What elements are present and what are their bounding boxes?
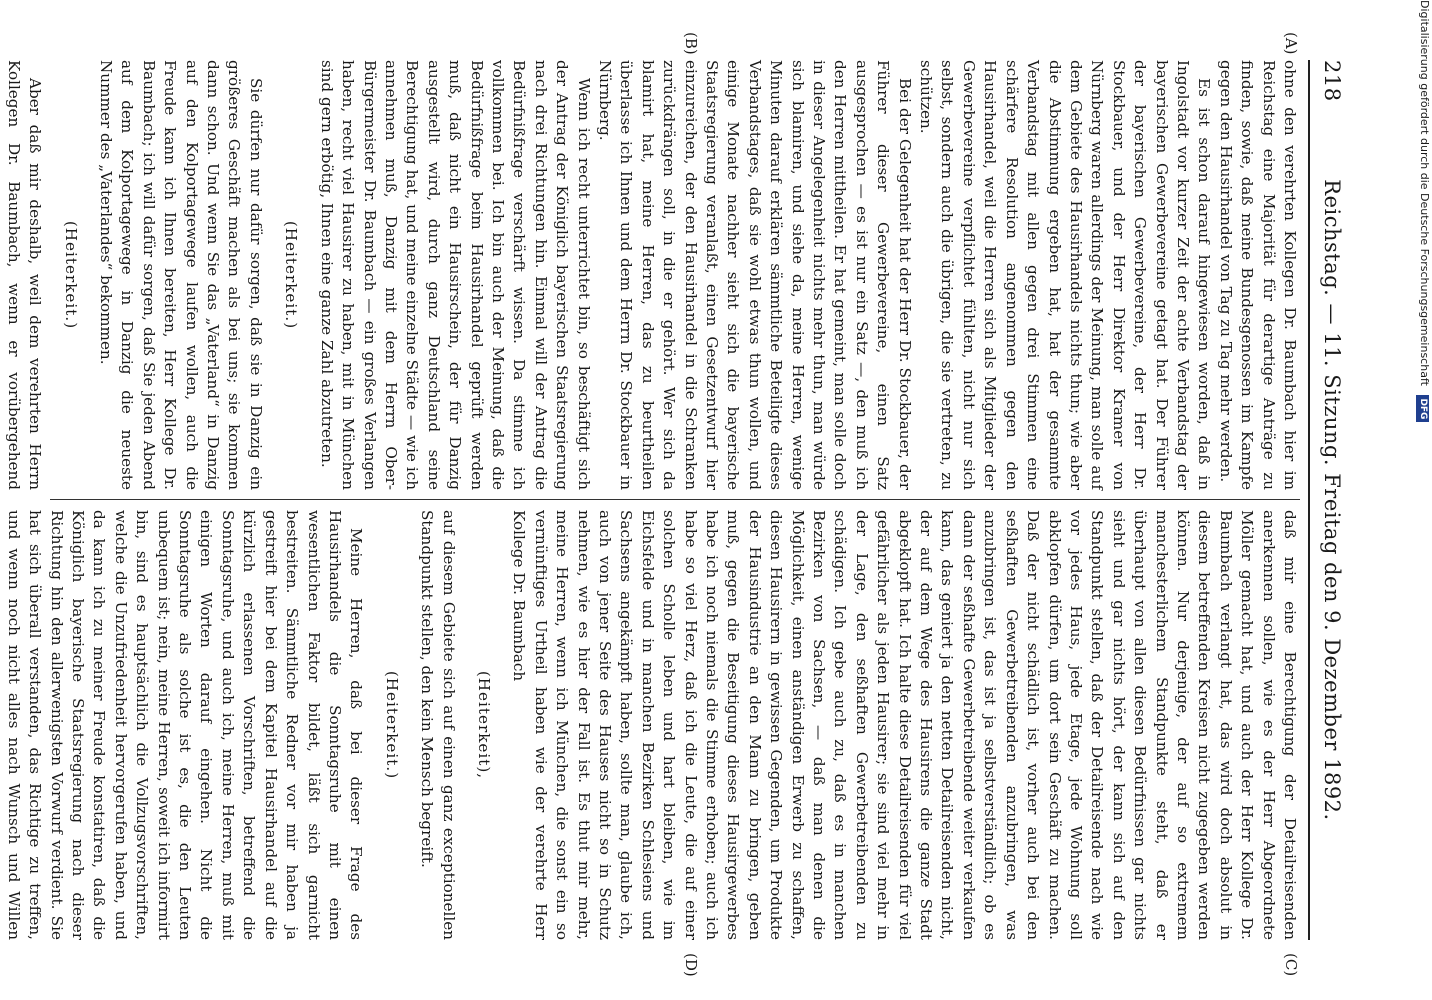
- margin-marker-a: (A): [1282, 32, 1300, 55]
- margin-marker-d: (D): [682, 953, 700, 977]
- paragraph: Sie dürfen nur dafür sorgen, daß sie in Danzig ein größeres Geschäft machen als bei uns; sie kommen dann schon. Und wenn Sie das „Vaterland“ in Danzig auf den Kolportagewege laufen wollen, auch die Freude kann ich Ihnen bereiten, Herr Kollege Dr. Baumbach; ich will dafür sorgen, daß Sie jeden Abend auf dem Kolportagewege in Danzig die neueste Nummer des „Vaterlandes“ bekommen.: [97, 60, 265, 490]
- digitization-credit-strip: [1416, 0, 1432, 1000]
- running-title: Reichstag. — 11. Sitzung. Freitag den 9. Dezember 1892.: [1320, 179, 1344, 821]
- margin-marker-c: (C): [1282, 953, 1300, 977]
- stage-direction: (Heiterkeit.): [61, 220, 80, 330]
- digitization-credit: Digitalisierung gefördert durch die Deutsche Forschungsgemeinschaft: [1418, 0, 1431, 386]
- paragraph: Es ist schon darauf hingewiesen worden, daß in Ingolstadt vor kurzer Zeit der achte Verbandstag der bayerischen Gewerbevereine getagt hat. Der Führer der bayerischen Gewerbevereine, der Herr Dr. Stockbauer, und der Herr Direktor Kramer von Nürnberg waren allerdings der Meinung, man solle auf dem Gebiete des Hausirhandels nichts thun; wie aber die Abstimmung ergeben hat, hat der gesammte Verbandstag mit allen gegen drei Stimmen eine schärfere Resolution angenommen gegen den Hausirhandel, weil die Herren sich als Mitglieder der Gewerbevereine verpflichtet fühlten, nicht nur sich selbst, sondern auch die übrigen, die sie vertreten, zu schützen.: [917, 60, 1214, 490]
- stage-direction: (Heiterkeit),: [474, 670, 493, 780]
- left-column: [4, 60, 1300, 490]
- stage-direction: (Heiterkeit.): [282, 220, 301, 330]
- page-number: 218: [1320, 60, 1344, 102]
- margin-marker-b: (B): [682, 32, 700, 55]
- dfg-logo: DFG: [1416, 395, 1429, 422]
- running-header: [1308, 60, 1350, 940]
- paragraph: auf diesem Gebiete sich auf einen ganz exceptionellen Standpunkt stellen, den kein Mensch begreift.: [418, 510, 458, 940]
- paragraph: ohne den verehrten Kollegen Dr. Baumbach hier im Reichstag eine Majorität für derartige Anträge zu finden, sowie, daß meine Bundesgenossen im Kampfe gegen den Hausirhandel von Tag zu Tag mehr werden.: [1216, 60, 1299, 490]
- column-divider: [50, 499, 1300, 500]
- paragraph: Bei der Gelegenheit hat der Herr Dr. Stockbauer, der Führer dieser Gewerbevereine, einen Satz ausgesprochen — es ist nur ein Satz —, den muß ich den Herren mittheilen. Er hat gemeint, man solle doch in dieser Angelegenheit nichts mehr thun, man würde sich blamiren, und siehe da, meine Herren, wenige Minuten darauf erklären sämmtliche Beteiligte dieses Verbandstages, daß sie wohl etwas thun wollen, und einige Monate nachher sieht sich die bayerische Staatsregierung veranlaßt, einen Gesetzentwurf hier einzureichen, der den Hausirhandel in die Schranken zurückdrängen soll, in die er gehört. Wer sich da blamirt hat, meine Herren, das zu beurtheilen überlasse ich Ihnen und dem Herrn Dr. Stockbauer in Nürnberg.: [596, 60, 914, 490]
- paragraph: Aber daß mir deshalb, weil dem verehrten Herrn Kollegen Dr. Baumbach, wenn er vorübergehend: [4, 60, 45, 490]
- paragraph: Meine Herren, daß bei dieser Frage des Hausirhandels die Sonntagsruhe mit einen wesentlichen Faktor bildet, läßt sich garnicht bestreiten. Sämmtliche Redner vor mir haben ja gestreift hier bei dem Kapitel Hausirhandel auf die kürzlich erlassenen Vorschriften, betreffend die Sonntagsruhe, und auch ich, meine Herren, muß mit einigen Worten darauf eingehen. Nicht die Sonntagsruhe als solche ist es, die den Leuten unbequem ist; nein, meine Herren, soweit ich informirt bin, sind es hauptsächlich die Vollzugsvorschriften, welche die Unzufriedenheit hervorgerufen haben, und da kann ich zu meiner Freude konstatiren, daß die Königlich bayerische Staatsregierung nach dieser Richtung hin den allerwenigsten Vorwurf verdient. Sie hat sich überall verstanden, das Richtige zu treffen, und wenn noch nicht alles nach Wunsch und Willen: [4, 510, 366, 940]
- paragraph: daß mir eine Berechtigung der Detailreisenden anerkennen sollen, wie es der Herr Abgeordnete Möller gemacht hat, und auch der Herr Kollege Dr. Baumbach verlangt hat, das wird doch absolut in diesem betreffenden Kreisen nicht zugegeben werden können. Nur derjenige, der auf so extremem manchesterlichem Standpunkte steht, daß er überhaupt von allen diesen Bedürfnissen gar nichts sieht und gar nichts hört, der kann sich auf den Standpunkt stellen, daß der Detailreisende nach wie vor jedes Haus, jede Etage, jede Wohnung soll abklopfen dürfen, um dort sein Geschäft zu machen. Daß der nicht schädlich ist, vorher auch bei den seßhaften Gewerbetreibenden anzubringen, was anzubringen ist, das ist ja selbstverständlich; ob es dann der seßhafte Gewerbetreibende weiter verkaufen kann, das geniert ja den netten Detailreisenden nicht, der auf dem Wege des Hausirens die ganze Stadt abgeklopft hat. Ich halte diese Detailreisenden für viel gefährlicher als jeden Hausirer; sie sind viel mehr in der Lage, den seßhaften Gewerbetreibenden zu schädigen. Ich gebe auch zu, daß es in manchen Bezirken von Sachsen, — daß man denen die Möglichkeit, einen anständigen Erwerb zu schaffen, diesen Hausirern in gewissen Gegenden, um Produkte der Hausindustrie an den Mann zu bringen, geben muß, gegen die Beseitigung dieses Hausirgewerbes habe ich noch niemals die Stimme erhoben; auch ich habe so viel Herz, daß ich die Leute, die auf einer solchen Scholle leben und hart bleiben, wie im Eichsfelde und in manchen Bezirken Schlesiens und Sachsens angekämpft haben, sollte man, glaube ich, auch von jener Seite des Hauses nicht so in Schutz nehmen, wie es hier der Fall ist. Es thut mir mehr, meine Herren, wenn ich München, die sonst ein so vernünftiges Urtheil haben wie der verehrte Herr Kollege Dr. Baumbach: [510, 510, 1299, 940]
- stage-direction: (Heiterkeit.): [382, 670, 401, 780]
- paragraph: Wenn ich recht unterrichtet bin, so beschäftigt sich der Antrag der Königlich bayerischen Staatsregierung nach drei Richtungen hin. Einmal will der Antrag die Bedürfnißfrage verschärft wissen. Da stimme ich vollkommen bei. Ich bin auch der Meinung, daß die Bedürfnißfrage beim Hausirhandel geprüft werden muß, daß nicht ein Hausirschein, der für Danzig ausgestellt wird, durch ganz Deutschland seine Berechtigung hat, und meine einzelne Städte — wie ich annehmen muß, Danzig mit dem Herrn Ober-Bürgermeister Dr. Baumbach — ein großes Verlangen haben, recht viel Hausirer zu haben, mit in München sind gern erbötig, Ihnen eine ganze Zahl abzutreten.: [317, 60, 593, 490]
- right-column: [4, 510, 1300, 940]
